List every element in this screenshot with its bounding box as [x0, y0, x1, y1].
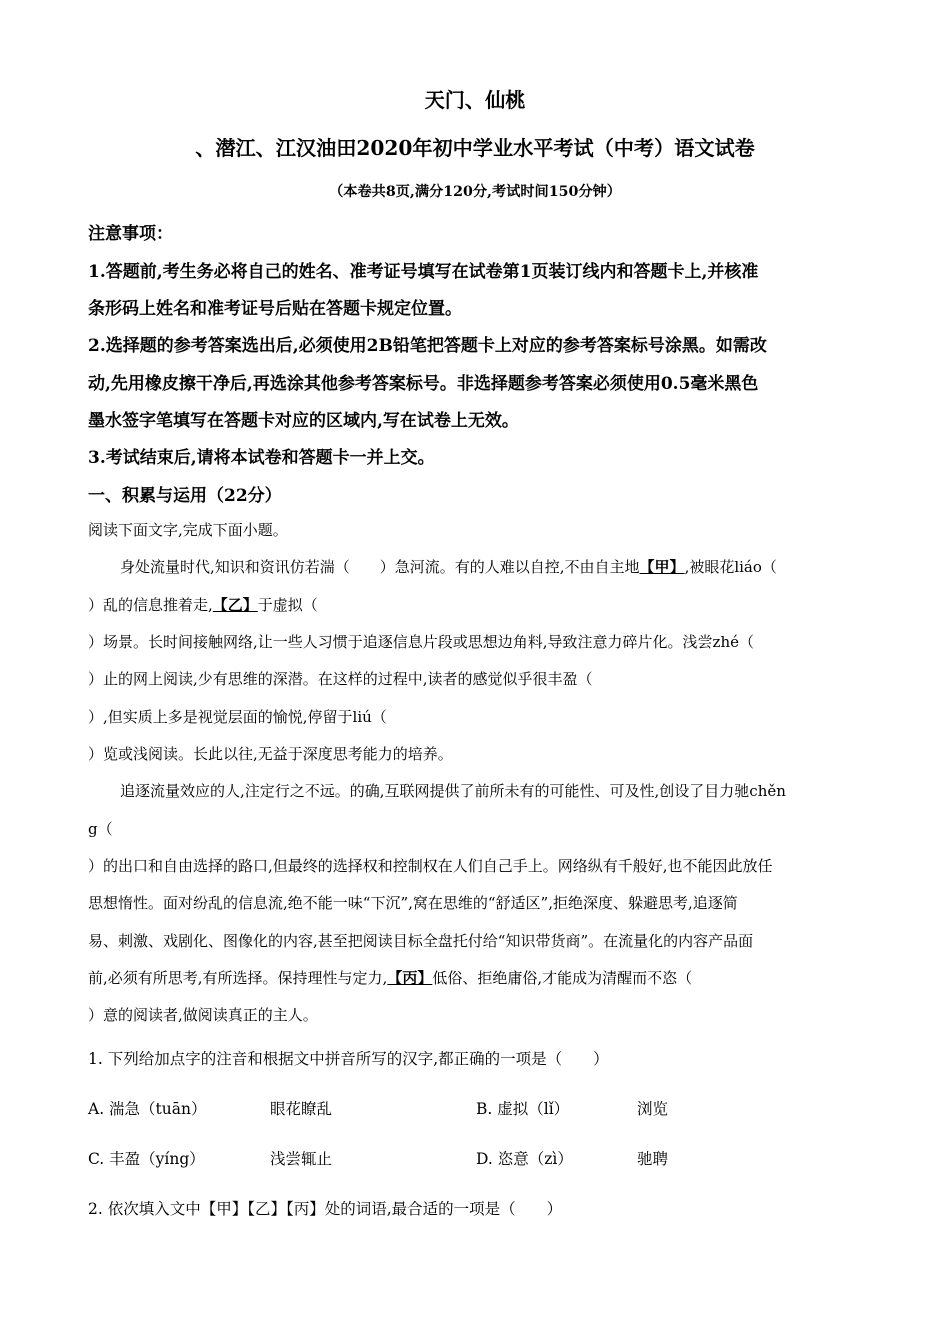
passage-text: ）乱的信息推着走, — [88, 596, 213, 614]
question-1-option-c-label[interactable]: C. 丰盈（yíng） — [88, 1150, 205, 1168]
passage-line: g（ — [88, 820, 113, 838]
passage-line: 追逐流量效应的人,注定行之不远。的确,互联网提供了前所未有的可能性、可及性,创设了目力驰chěn — [120, 782, 786, 800]
passage-line: ）,但实质上多是视觉层面的愉悦,停留于liú（ — [88, 708, 387, 726]
notice-line: 2.选择题的参考答案选出后,必须使用2B铅笔把答题卡上对应的参考答案标号涂黑。如需改 — [88, 336, 767, 356]
notice-line: 1.答题前,考生务必将自己的姓名、准考证号填写在试卷第1页装订线内和答题卡上,并核准 — [88, 262, 759, 282]
passage-line — [88, 967, 692, 988]
passage-line — [88, 594, 318, 615]
passage-text: ,被眼花liáo（ — [684, 558, 777, 576]
notice-line: 墨水签字笔填写在答题卡对应的区域内,写在试卷上无效。 — [88, 411, 519, 431]
question-1-stem: 1. 下列给加点字的注音和根据文中拼音所写的汉字,都正确的一项是（ ） — [88, 1050, 609, 1068]
question-1-option-b-word: 浏览 — [637, 1100, 669, 1118]
passage-line: ）意的阅读者,做阅读真正的主人。 — [88, 1006, 318, 1024]
blank-marker-jia: 【甲】 — [639, 558, 685, 576]
reading-instruction: 阅读下面文字,完成下面小题。 — [88, 521, 288, 539]
question-1-option-a-word: 眼花瞭乱 — [270, 1100, 333, 1118]
blank-marker-yi: 【乙】 — [212, 596, 258, 614]
passage-line: ）的出口和自由选择的路口,但最终的选择权和控制权在人们自己手上。网络纵有千般好,也不能因此放任 — [88, 857, 773, 875]
question-1-option-a-label[interactable]: A. 湍急（tuān） — [88, 1100, 207, 1118]
question-1-option-b-label[interactable]: B. 虚拟（lǐ） — [476, 1100, 570, 1118]
passage-line: 思想惰性。面对纷乱的信息流,绝不能一味“下沉”,窝在思维的“舒适区”,拒绝深度、躲避思考,追逐简 — [88, 894, 738, 912]
question-1-option-c-word: 浅尝辄止 — [270, 1150, 333, 1168]
question-2-stem: 2. 依次填入文中【甲】【乙】【丙】处的词语,最合适的一项是（ ） — [88, 1200, 563, 1218]
passage-line: 易、刺激、戏剧化、图像化的内容,甚至把阅读目标全盘托付给“知识带货商”。在流量化的内容产品面 — [88, 932, 754, 950]
exam-title-line1: 天门、仙桃 — [424, 88, 526, 112]
passage-text: 前,必须有所思考,有所选择。保持理性与定力, — [88, 969, 388, 987]
passage-line — [120, 556, 777, 577]
passage-text: 于虚拟（ — [257, 596, 318, 614]
passage-line: ）场景。长时间接触网络,让一些人习惯于追逐信息片段或思想边角料,导致注意力碎片化。浅尝zhé（ — [88, 633, 754, 651]
question-1-option-d-label[interactable]: D. 恣意（zì） — [476, 1150, 573, 1168]
notice-line: 3.考试结束后,请将本试卷和答题卡一并上交。 — [88, 448, 435, 468]
notice-heading: 注意事项： — [88, 224, 173, 244]
notice-line: 动,先用橡皮擦干净后,再选涂其他参考答案标号。非选择题参考答案必须使用0.5毫米黑色 — [88, 374, 759, 394]
passage-line: ）览或浅阅读。长此以往,无益于深度思考能力的培养。 — [88, 745, 453, 763]
blank-marker-bing: 【丙】 — [387, 969, 433, 987]
passage-line: ）止的网上阅读,少有思维的深潜。在这样的过程中,读者的感觉似乎很丰盈（ — [88, 670, 593, 688]
passage-text: 低俗、拒绝庸俗,才能成为清醒而不恣（ — [432, 969, 693, 987]
notice-line: 条形码上姓名和准考证号后贴在答题卡规定位置。 — [88, 299, 462, 319]
passage-text: 身处流量时代,知识和资讯仿若湍（ ）急河流。有的人难以自控,不由自主地 — [120, 558, 640, 576]
exam-subtitle: （本卷共8页,满分120分,考试时间150分钟） — [329, 184, 621, 200]
section-heading: 一、积累与运用（22分） — [88, 486, 282, 506]
question-1-option-d-word: 驰聘 — [637, 1150, 669, 1168]
exam-title-line2: 、潜江、江汉油田2020年初中学业水平考试（中考）语文试卷 — [195, 136, 755, 160]
